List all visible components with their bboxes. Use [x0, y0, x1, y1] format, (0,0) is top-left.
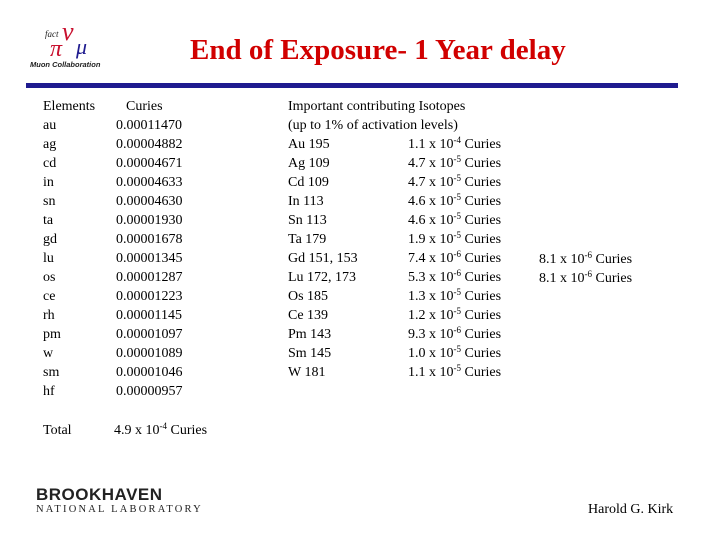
table-row: au: [43, 118, 57, 133]
logo-nu-glyph: ν: [62, 17, 74, 46]
table-cell: 0.00001097: [116, 327, 183, 342]
activity-value: 1.2 x $10^{-5}$ Curies: [408, 306, 502, 323]
table-row: pm: [43, 327, 61, 342]
logo-fact-text: fact: [45, 29, 59, 39]
table-row: hf: [43, 384, 55, 399]
table-cell: 0.00001223: [116, 289, 183, 304]
table-row: in: [43, 175, 54, 190]
activity-column: [408, 135, 501, 382]
isotope-name: Gd 151, 153: [288, 251, 358, 266]
curies-header: Curies: [126, 99, 163, 114]
isotope-name: Au 195: [288, 137, 330, 152]
isotope-name: In 113: [288, 194, 324, 209]
table-row: os: [43, 270, 56, 285]
table-cell: 0.00004671: [116, 156, 183, 171]
elements-header: Elements: [43, 99, 96, 114]
brookhaven-subtitle: NATIONAL LABORATORY: [36, 504, 203, 515]
table-cell: 0.00001089: [116, 346, 183, 361]
table-row: sn: [43, 194, 56, 209]
total-value: 4.9 x $10^{-4}$ Curies: [114, 421, 208, 438]
table-row: ce: [43, 289, 56, 304]
total-label: Total: [43, 423, 72, 438]
table-row: gd: [43, 232, 57, 247]
activity-value: 4.7 x $10^{-5}$ Curies: [408, 173, 502, 190]
isotopes-subheading: (up to 1% of activation levels): [288, 118, 458, 133]
activity-value: 4.6 x $10^{-5}$ Curies: [408, 192, 502, 209]
author-name: Harold G. Kirk: [588, 502, 674, 517]
isotope-name: Ag 109: [288, 156, 330, 171]
isotope-name: Os 185: [288, 289, 329, 304]
activity-value: 1.3 x $10^{-5}$ Curies: [408, 287, 502, 304]
activity-value: 9.3 x $10^{-6}$ Curies: [408, 325, 502, 342]
table-cell: 0.00000957: [116, 384, 183, 399]
table-row: ag: [43, 137, 57, 152]
extra-activity-value: 8.1 x $10^{-6}$ Curies: [539, 269, 633, 286]
table-row: ta: [43, 213, 54, 228]
isotopes-heading: Important contributing Isotopes: [288, 99, 466, 114]
table-cell: 0.00001287: [116, 270, 183, 285]
isotope-name: Ta 179: [288, 232, 327, 247]
isotope-name: Lu 172, 173: [288, 270, 357, 285]
table-row: sm: [43, 365, 60, 380]
brookhaven-name: BROOKHAVEN: [36, 485, 163, 504]
activity-value: 4.7 x $10^{-5}$ Curies: [408, 154, 502, 171]
activity-value: 5.3 x $10^{-6}$ Curies: [408, 268, 502, 285]
table-row: rh: [43, 308, 55, 323]
brookhaven-logo: [36, 486, 203, 516]
table-cell: 0.00001046: [116, 365, 183, 380]
muon-collaboration-logo: [28, 14, 112, 70]
extra-activity-column: [539, 250, 632, 288]
activity-value: 4.6 x $10^{-5}$ Curies: [408, 211, 502, 228]
logo-mu-glyph: μ: [76, 34, 88, 59]
table-cell: 0.00001678: [116, 232, 183, 247]
table-cell: 0.00011470: [116, 118, 182, 133]
table-cell: 0.00001345: [116, 251, 183, 266]
table-cell: 0.00004630: [116, 194, 183, 209]
table-row: cd: [43, 156, 57, 171]
table-cell: 0.00004882: [116, 137, 183, 152]
slide-title: End of Exposure- 1 Year delay: [190, 34, 566, 66]
isotope-name: Sn 113: [288, 213, 327, 228]
activity-value: 1.0 x $10^{-5}$ Curies: [408, 344, 502, 361]
isotope-name: Pm 143: [288, 327, 332, 342]
extra-activity-value: 8.1 x $10^{-6}$ Curies: [539, 250, 633, 267]
table-row: lu: [43, 251, 54, 266]
table-cell: 0.00001930: [116, 213, 183, 228]
logo-pi-glyph: π: [50, 36, 63, 62]
activity-value: 7.4 x $10^{-6}$ Curies: [408, 249, 502, 266]
isotope-name: Ce 139: [288, 308, 329, 323]
title-divider: [26, 83, 678, 88]
elements-column: [43, 97, 95, 401]
table-cell: 0.00004633: [116, 175, 183, 190]
logo-caption: Muon Collaboration: [30, 60, 101, 69]
activity-value: 1.9 x $10^{-5}$ Curies: [408, 230, 502, 247]
table-cell: 0.00001145: [116, 308, 182, 323]
activity-value: 1.1 x $10^{-4}$ Curies: [408, 135, 502, 152]
curies-column: [116, 97, 183, 401]
activity-value: 1.1 x $10^{-5}$ Curies: [408, 363, 502, 380]
isotope-name: Sm 145: [288, 346, 332, 361]
table-row: w: [43, 346, 54, 361]
isotope-name: Cd 109: [288, 175, 329, 190]
isotope-name: W 181: [288, 365, 326, 380]
